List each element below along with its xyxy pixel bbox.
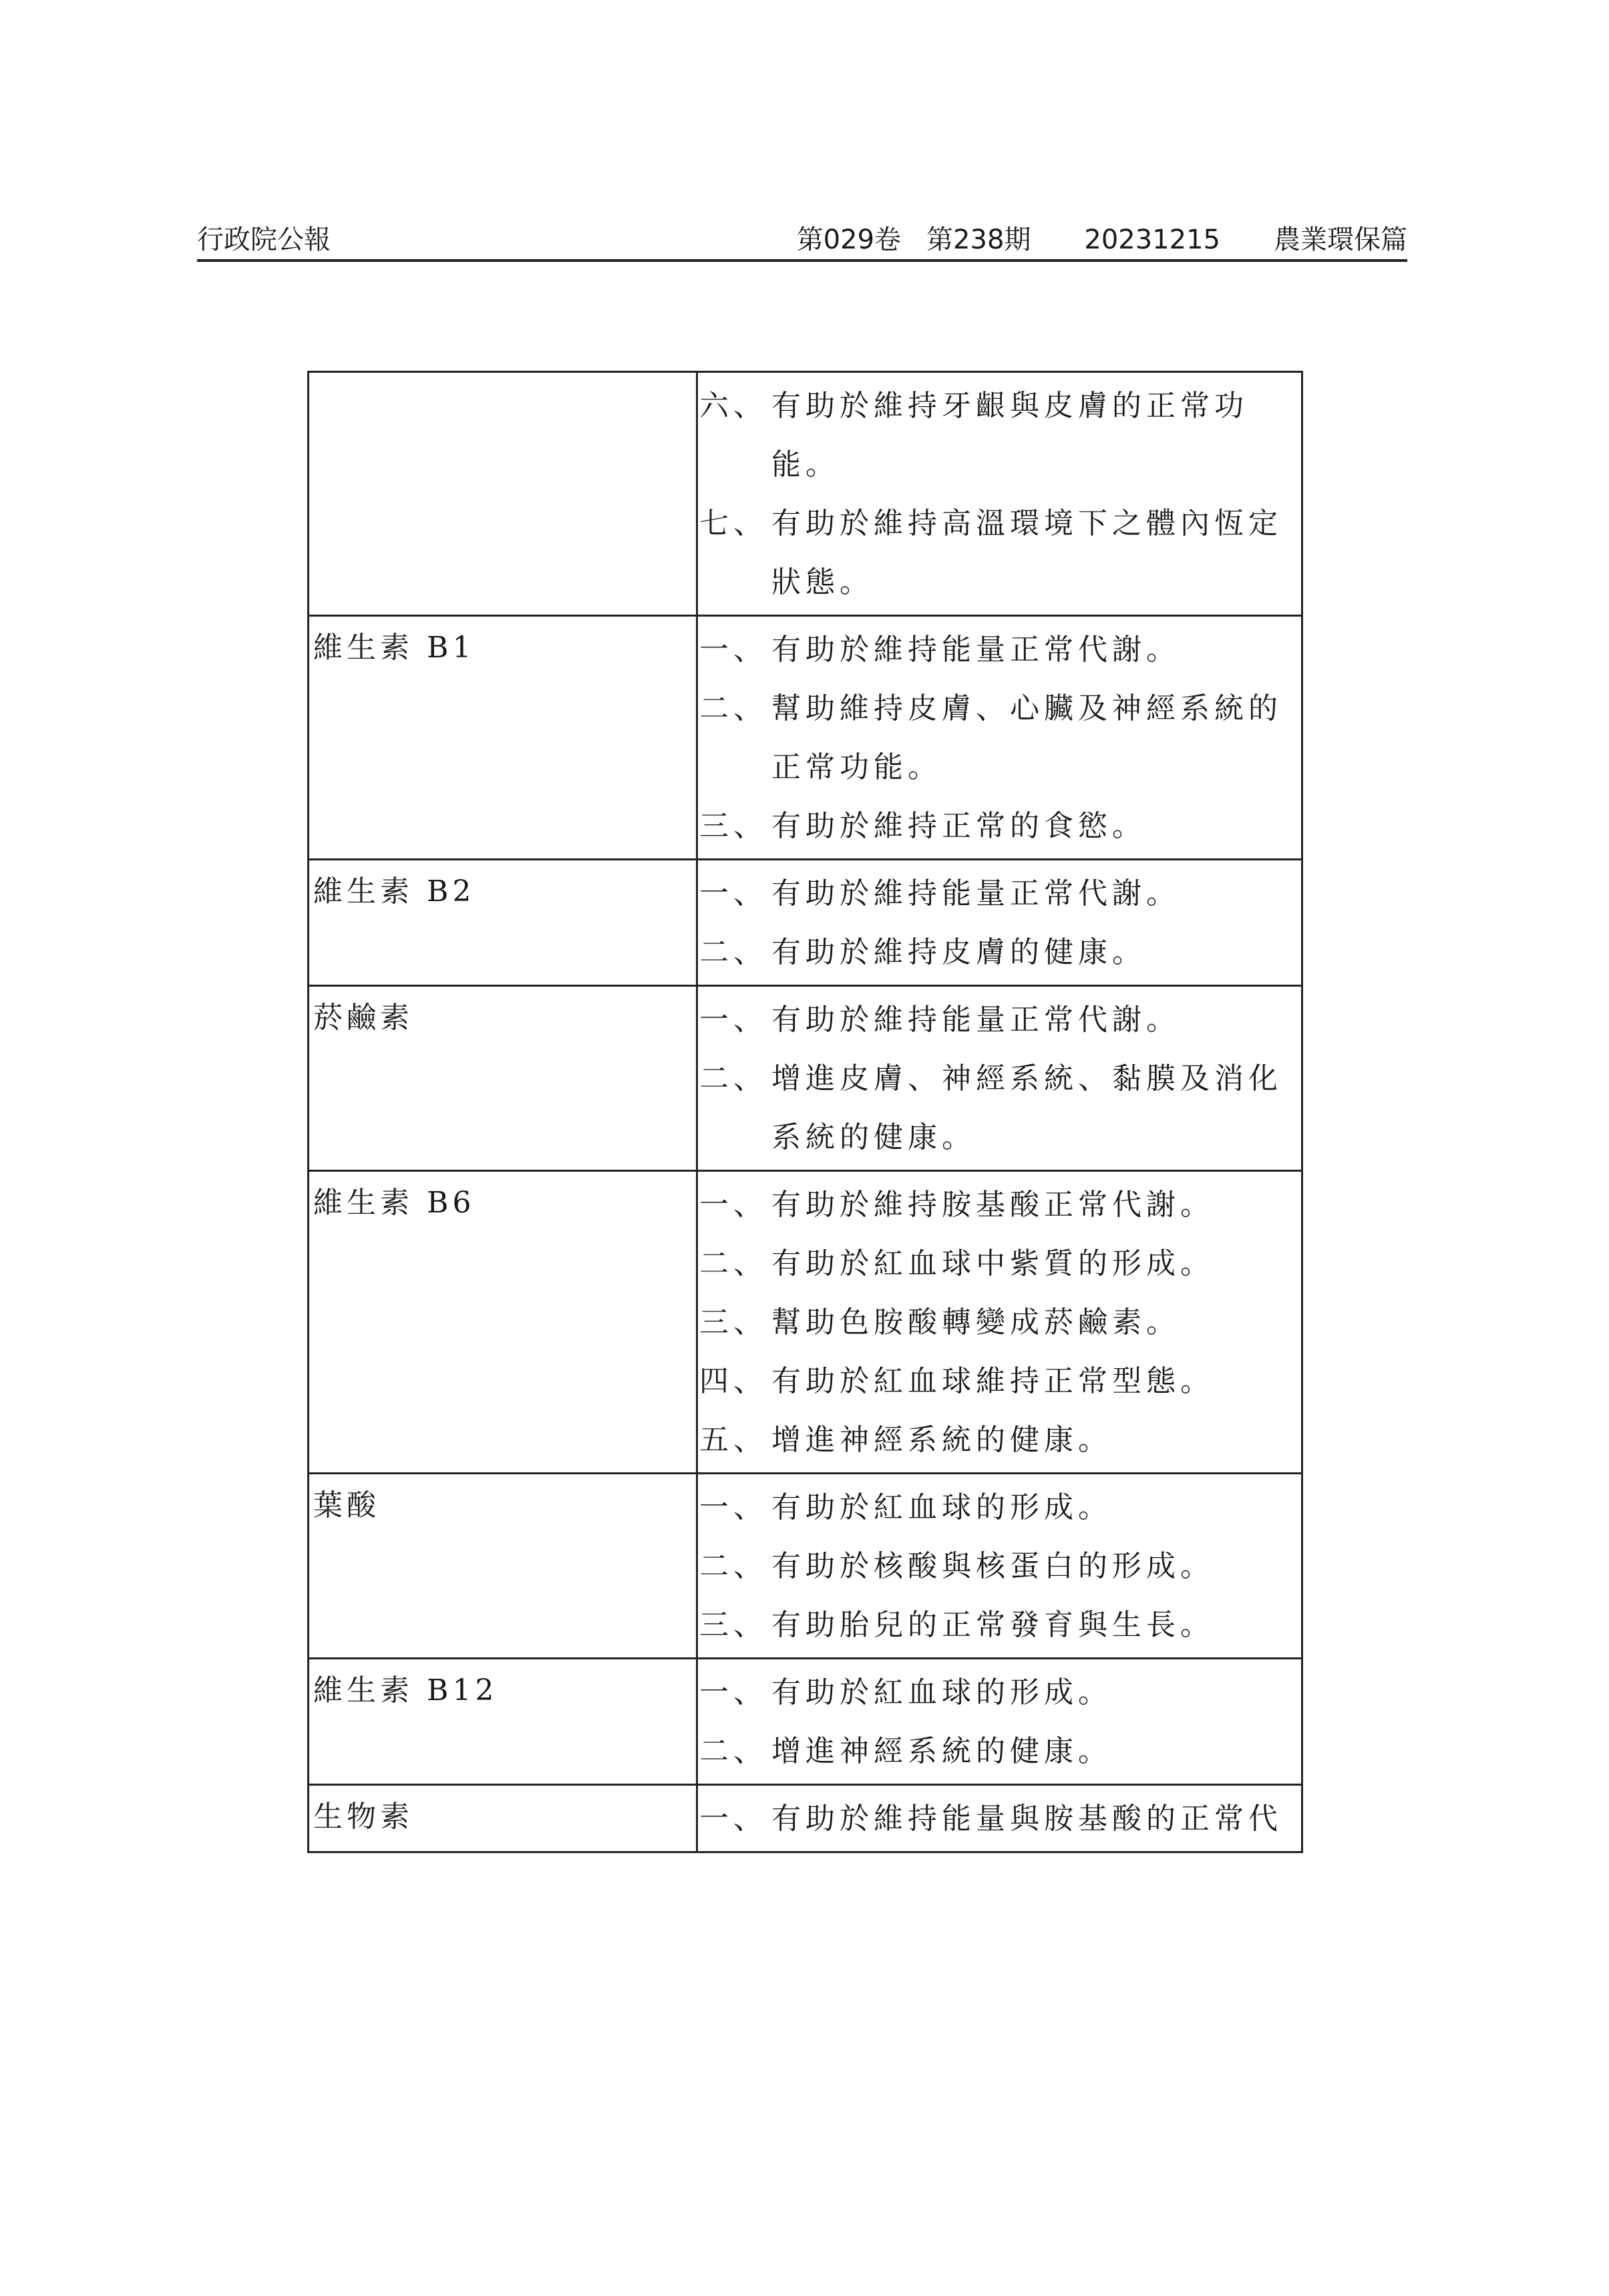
- table-row: [309, 986, 1302, 1171]
- date-label: 20231215: [1084, 224, 1220, 255]
- effect-text: 有助於維持能量正常代謝。: [771, 1003, 1180, 1037]
- effect-text: 有助於維持高溫環境下之體內恆定狀態。: [771, 506, 1282, 599]
- effect-text: 有助胎兒的正常發育與生長。: [771, 1608, 1214, 1642]
- section-label: 農業環保篇: [1274, 224, 1407, 255]
- effect-text: 有助於紅血球的形成。: [771, 1675, 1112, 1709]
- table-row: [309, 1785, 1302, 1852]
- table-row: [309, 860, 1302, 986]
- nutrient-name-cell: [309, 1171, 697, 1474]
- issue-info: [797, 220, 1407, 259]
- issue-label: 第238期: [926, 224, 1031, 255]
- effect-text: 有助於核酸與核蛋白的形成。: [771, 1549, 1214, 1583]
- nutrient-name: 維生素 B2: [313, 874, 476, 909]
- health-effects-cell: [697, 1171, 1302, 1474]
- effect-text: 有助於維持皮膚的健康。: [771, 935, 1146, 969]
- health-effects-cell: [697, 1659, 1302, 1785]
- effect-item: [698, 1411, 1301, 1470]
- effect-item: [698, 1537, 1301, 1596]
- effect-number: 二、: [699, 1549, 767, 1583]
- effect-number: 一、: [699, 1003, 767, 1037]
- effect-item: [698, 494, 1301, 612]
- nutrient-name: 生物素: [313, 1800, 413, 1834]
- nutrient-name-cell: [309, 986, 697, 1171]
- health-effects-cell: [697, 616, 1302, 860]
- effect-text: 有助於維持牙齦與皮膚的正常功能。: [771, 389, 1248, 482]
- table-row: [309, 616, 1302, 860]
- effect-number: 三、: [699, 809, 767, 843]
- effect-number: 二、: [699, 1247, 767, 1281]
- effect-item: [698, 1235, 1301, 1293]
- nutrient-name: 菸鹼素: [313, 1001, 413, 1035]
- publication-title: 行政院公報: [197, 224, 331, 255]
- nutrient-name: 維生素 B1: [313, 631, 476, 665]
- nutrient-name: 維生素 B6: [313, 1186, 476, 1220]
- nutrient-claims-table: [307, 371, 1303, 1853]
- effect-item: [698, 1176, 1301, 1235]
- effect-item: [698, 679, 1301, 797]
- effect-item: [698, 1663, 1301, 1722]
- effect-text: 有助於維持能量正常代謝。: [771, 633, 1180, 667]
- health-effects-cell: [697, 1785, 1302, 1852]
- effect-text: 幫助色胺酸轉變成菸鹼素。: [771, 1305, 1180, 1339]
- health-effects-cell: [697, 860, 1302, 986]
- effect-number: 六、: [699, 389, 767, 423]
- effect-number: 三、: [699, 1305, 767, 1339]
- effect-text: 有助於紅血球中紫質的形成。: [771, 1247, 1214, 1281]
- effect-item: [698, 864, 1301, 923]
- table-body: [309, 372, 1302, 1852]
- effect-text: 幫助維持皮膚、心臟及神經系統的正常功能。: [771, 691, 1282, 784]
- effect-number: 四、: [699, 1364, 767, 1398]
- effect-text: 有助於維持能量正常代謝。: [771, 876, 1180, 911]
- effect-number: 二、: [699, 691, 767, 725]
- effect-item: [698, 1790, 1301, 1848]
- effect-item: [698, 1722, 1301, 1781]
- effect-text: 有助於維持胺基酸正常代謝。: [771, 1188, 1214, 1222]
- effect-item: [698, 1478, 1301, 1537]
- effect-number: 五、: [699, 1423, 767, 1457]
- effect-item: [698, 1352, 1301, 1411]
- effect-item: [698, 1596, 1301, 1655]
- effect-number: 一、: [699, 1188, 767, 1222]
- effect-item: [698, 1293, 1301, 1352]
- page-header: [197, 220, 1407, 262]
- effect-text: 有助於維持正常的食慾。: [771, 809, 1146, 843]
- effect-item: [698, 991, 1301, 1049]
- effect-item: [698, 797, 1301, 856]
- effect-text: 有助於紅血球的形成。: [771, 1490, 1112, 1524]
- table-row: [309, 1474, 1302, 1659]
- nutrient-name-cell: [309, 616, 697, 860]
- effect-number: 三、: [699, 1608, 767, 1642]
- effect-number: 一、: [699, 1490, 767, 1524]
- nutrient-name-cell: [309, 860, 697, 986]
- volume-label: 第029卷: [796, 224, 902, 255]
- nutrient-name-cell: [309, 372, 697, 616]
- table-row: [309, 1659, 1302, 1785]
- effect-number: 二、: [699, 1734, 767, 1768]
- table-row: [309, 1171, 1302, 1474]
- effect-number: 一、: [699, 633, 767, 667]
- effect-number: 一、: [699, 876, 767, 911]
- effect-item: [698, 1049, 1301, 1167]
- effect-text: 增進皮膚、神經系統、黏膜及消化系統的健康。: [771, 1061, 1282, 1154]
- nutrient-name-cell: [309, 1474, 697, 1659]
- effect-number: 一、: [699, 1675, 767, 1709]
- effect-number: 二、: [699, 935, 767, 969]
- nutrient-name-cell: [309, 1785, 697, 1852]
- effect-item: [698, 377, 1301, 494]
- effect-text: 有助於維持能量與胺基酸的正常代: [771, 1802, 1282, 1836]
- nutrient-name-cell: [309, 1659, 697, 1785]
- effect-number: 七、: [699, 506, 767, 540]
- effect-item: [698, 923, 1301, 982]
- nutrient-name: 葉酸: [313, 1488, 380, 1522]
- table-row: [309, 372, 1302, 616]
- effect-number: 一、: [699, 1802, 767, 1836]
- effect-number: 二、: [699, 1061, 767, 1096]
- effect-text: 有助於紅血球維持正常型態。: [771, 1364, 1214, 1398]
- nutrient-name: 維生素 B12: [313, 1673, 498, 1707]
- effect-item: [698, 621, 1301, 679]
- health-effects-cell: [697, 986, 1302, 1171]
- effect-text: 增進神經系統的健康。: [771, 1423, 1112, 1457]
- effect-text: 增進神經系統的健康。: [771, 1734, 1112, 1768]
- health-effects-cell: [697, 1474, 1302, 1659]
- health-effects-cell: [697, 372, 1302, 616]
